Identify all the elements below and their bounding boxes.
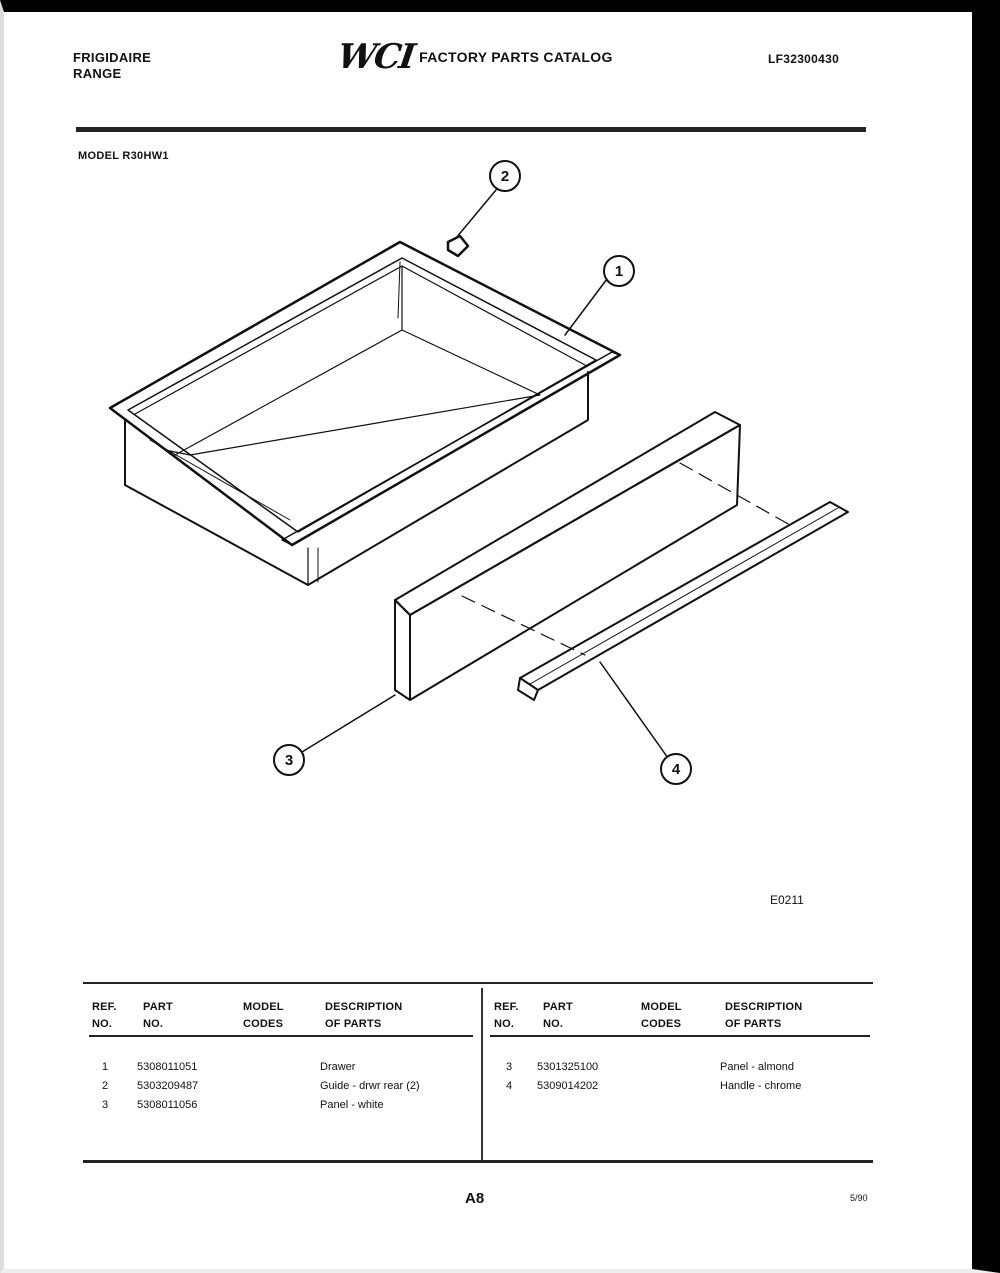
description-cell: Handle - chrome [720,1080,802,1092]
description-cell: Panel - almond [720,1061,794,1073]
guide-clip-part [448,176,500,256]
description-cell: Panel - white [320,1099,384,1111]
header-description: DESCRIPTION OF PARTS [725,1001,803,1030]
part-number-cell: 5303209487 [137,1080,199,1092]
model-number: MODEL R30HW1 [78,150,169,162]
part-number-cell: 5308011056 [137,1099,198,1111]
page-number: A8 [465,1190,485,1207]
catalog-title: FACTORY PARTS CATALOG [419,49,613,65]
ref-cell: 3 [102,1099,109,1111]
header-part-no: PART NO. [143,1001,173,1030]
part-number-cell: 5308011051 [137,1061,198,1073]
figure-code: E0211 [770,893,804,907]
description-cell: Drawer [320,1061,356,1073]
callout-label-4: 4 [671,761,681,778]
leader-line-1 [565,275,610,335]
brand-name: FRIGIDAIRE [73,50,152,65]
leader-line-4 [600,662,668,758]
part-number-cell: 5301325100 [537,1061,599,1073]
wci-logo: WCI [335,37,416,77]
header-ref-no: REF. NO. [494,1001,519,1030]
table-top-rule [83,982,873,984]
table-bottom-rule [83,1160,873,1163]
description-cell: Guide - drwr rear (2) [320,1080,420,1092]
catalog-code: LF32300430 [768,52,840,66]
handle-part [518,502,848,700]
ref-cell: 4 [506,1080,513,1092]
header-model-codes: MODEL CODES [641,1001,682,1030]
revision-date: 5/90 [850,1193,868,1203]
table-column-divider [481,988,483,1160]
header-description: DESCRIPTION OF PARTS [325,1001,403,1030]
table-header-rule-right [490,1035,870,1037]
ref-cell: 2 [102,1080,109,1092]
callout-label-3: 3 [284,752,294,769]
callout-label-1: 1 [614,263,624,280]
callout-label-2: 2 [500,168,510,185]
ref-cell: 3 [506,1061,513,1073]
header-model-codes: MODEL CODES [243,1001,284,1030]
table-header-rule-left [89,1035,473,1037]
leader-line-3 [302,695,395,752]
drawer-part [110,242,620,585]
header-ref-no: REF. NO. [92,1001,117,1030]
product-type: RANGE [73,66,122,81]
header-part-no: PART NO. [543,1001,573,1030]
part-number-cell: 5309014202 [537,1080,599,1092]
drawer-panel-part [395,412,790,700]
ref-cell: 1 [102,1061,109,1073]
